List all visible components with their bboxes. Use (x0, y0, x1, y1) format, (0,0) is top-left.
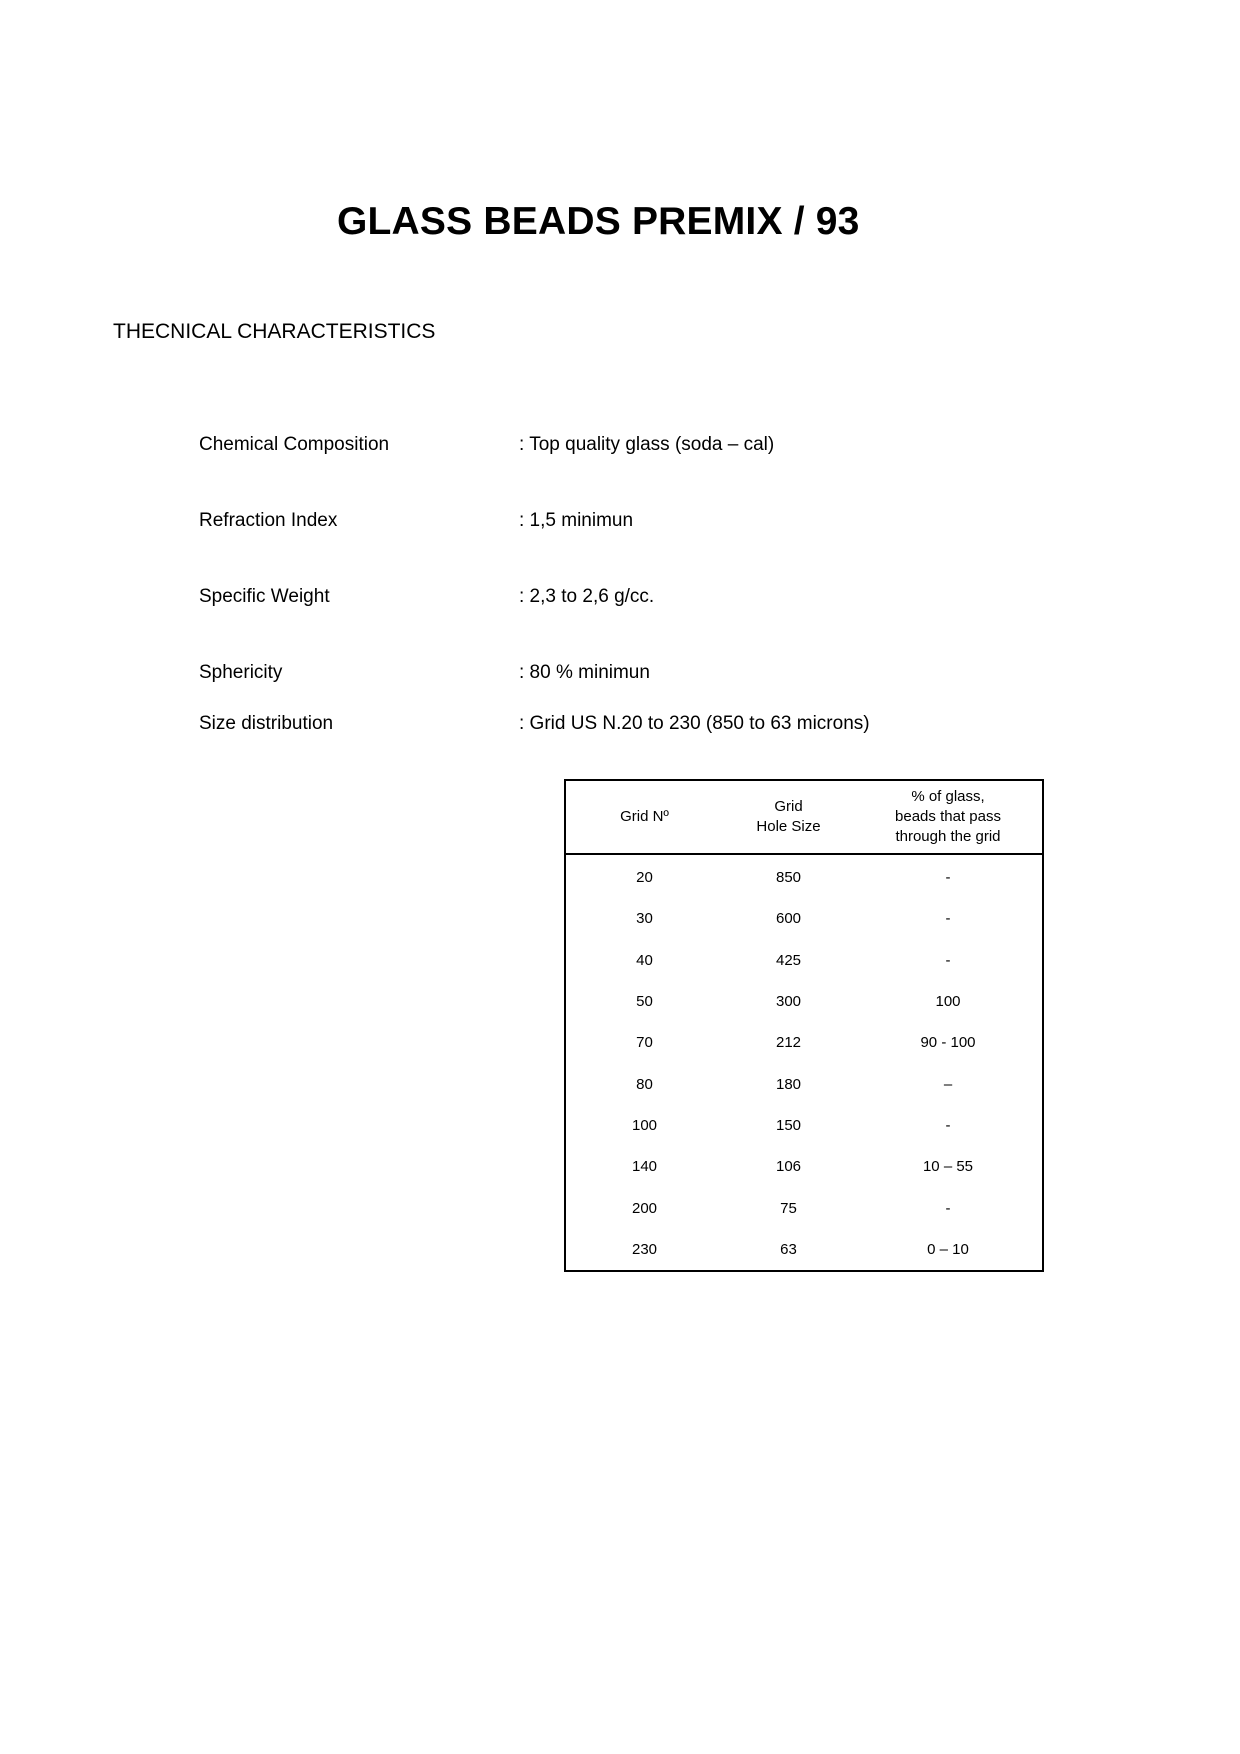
header-pass-percent: % of glass, beads that pass through the grid (854, 780, 1043, 854)
cell-hole: 75 (780, 1199, 797, 1217)
spec-value: : 1,5 minimun (519, 510, 634, 531)
spec-row-size-distribution (199, 713, 1099, 741)
table-row (565, 1105, 1043, 1146)
table-row (565, 1022, 1043, 1063)
table-row (565, 1146, 1043, 1187)
cell-pass: – (943, 1075, 953, 1093)
cell-hole: 212 (775, 1034, 802, 1052)
spec-row-refraction-index (199, 510, 1099, 538)
spec-value: : Grid US N.20 to 230 (850 to 63 microns) (519, 713, 870, 734)
cell-hole: 600 (775, 910, 802, 928)
table-row (565, 854, 1043, 898)
cell-pass: - (945, 869, 951, 887)
section-heading: THECNICAL CHARACTERISTICS (113, 320, 436, 343)
table-row (565, 940, 1043, 981)
spec-label: Refraction Index (199, 510, 338, 531)
cell-hole: 180 (775, 1075, 802, 1093)
cell-grid: 70 (636, 1034, 653, 1052)
cell-hole: 425 (775, 951, 802, 969)
cell-grid: 200 (631, 1199, 658, 1217)
cell-grid: 230 (631, 1240, 658, 1258)
cell-hole: 63 (780, 1240, 797, 1258)
spec-label: Size distribution (199, 713, 334, 734)
cell-pass: - (945, 1199, 951, 1217)
cell-pass: - (945, 951, 951, 969)
cell-grid: 140 (631, 1158, 658, 1176)
cell-pass: - (945, 1116, 951, 1134)
table-row (565, 1229, 1043, 1271)
cell-grid: 50 (636, 993, 653, 1011)
spec-row-specific-weight (199, 586, 1099, 614)
cell-grid: 20 (636, 869, 653, 887)
header-grid-no: Grid Nº (565, 780, 723, 854)
cell-hole: 106 (775, 1158, 802, 1176)
cell-grid: 30 (636, 910, 653, 928)
header-hole-size: Grid Hole Size (723, 780, 854, 854)
table-header-row (565, 780, 1043, 854)
size-distribution-table (564, 779, 1044, 1272)
spec-label: Specific Weight (199, 586, 330, 607)
cell-hole: 150 (775, 1116, 802, 1134)
cell-grid: 40 (636, 951, 653, 969)
spec-value: : 80 % minimun (519, 662, 650, 683)
table-row (565, 1187, 1043, 1228)
spec-label: Sphericity (199, 662, 283, 683)
cell-pass: 0 – 10 (927, 1240, 969, 1258)
cell-hole: 850 (775, 869, 802, 887)
spec-value: : 2,3 to 2,6 g/cc. (519, 586, 655, 607)
table-row (565, 981, 1043, 1022)
cell-grid: 100 (631, 1116, 658, 1134)
spec-row-chemical-composition (199, 434, 1099, 462)
cell-pass: 100 (935, 993, 961, 1011)
spec-row-sphericity (199, 662, 1099, 690)
cell-grid: 80 (636, 1075, 653, 1093)
cell-pass: 90 - 100 (920, 1034, 976, 1052)
cell-hole: 300 (775, 993, 802, 1011)
spec-label: Chemical Composition (199, 434, 390, 455)
spec-value: : Top quality glass (soda – cal) (519, 434, 775, 455)
page-title: GLASS BEADS PREMIX / 93 (337, 200, 860, 243)
cell-pass: - (945, 910, 951, 928)
table-row (565, 1063, 1043, 1104)
table-row (565, 898, 1043, 939)
cell-pass: 10 – 55 (922, 1158, 974, 1176)
